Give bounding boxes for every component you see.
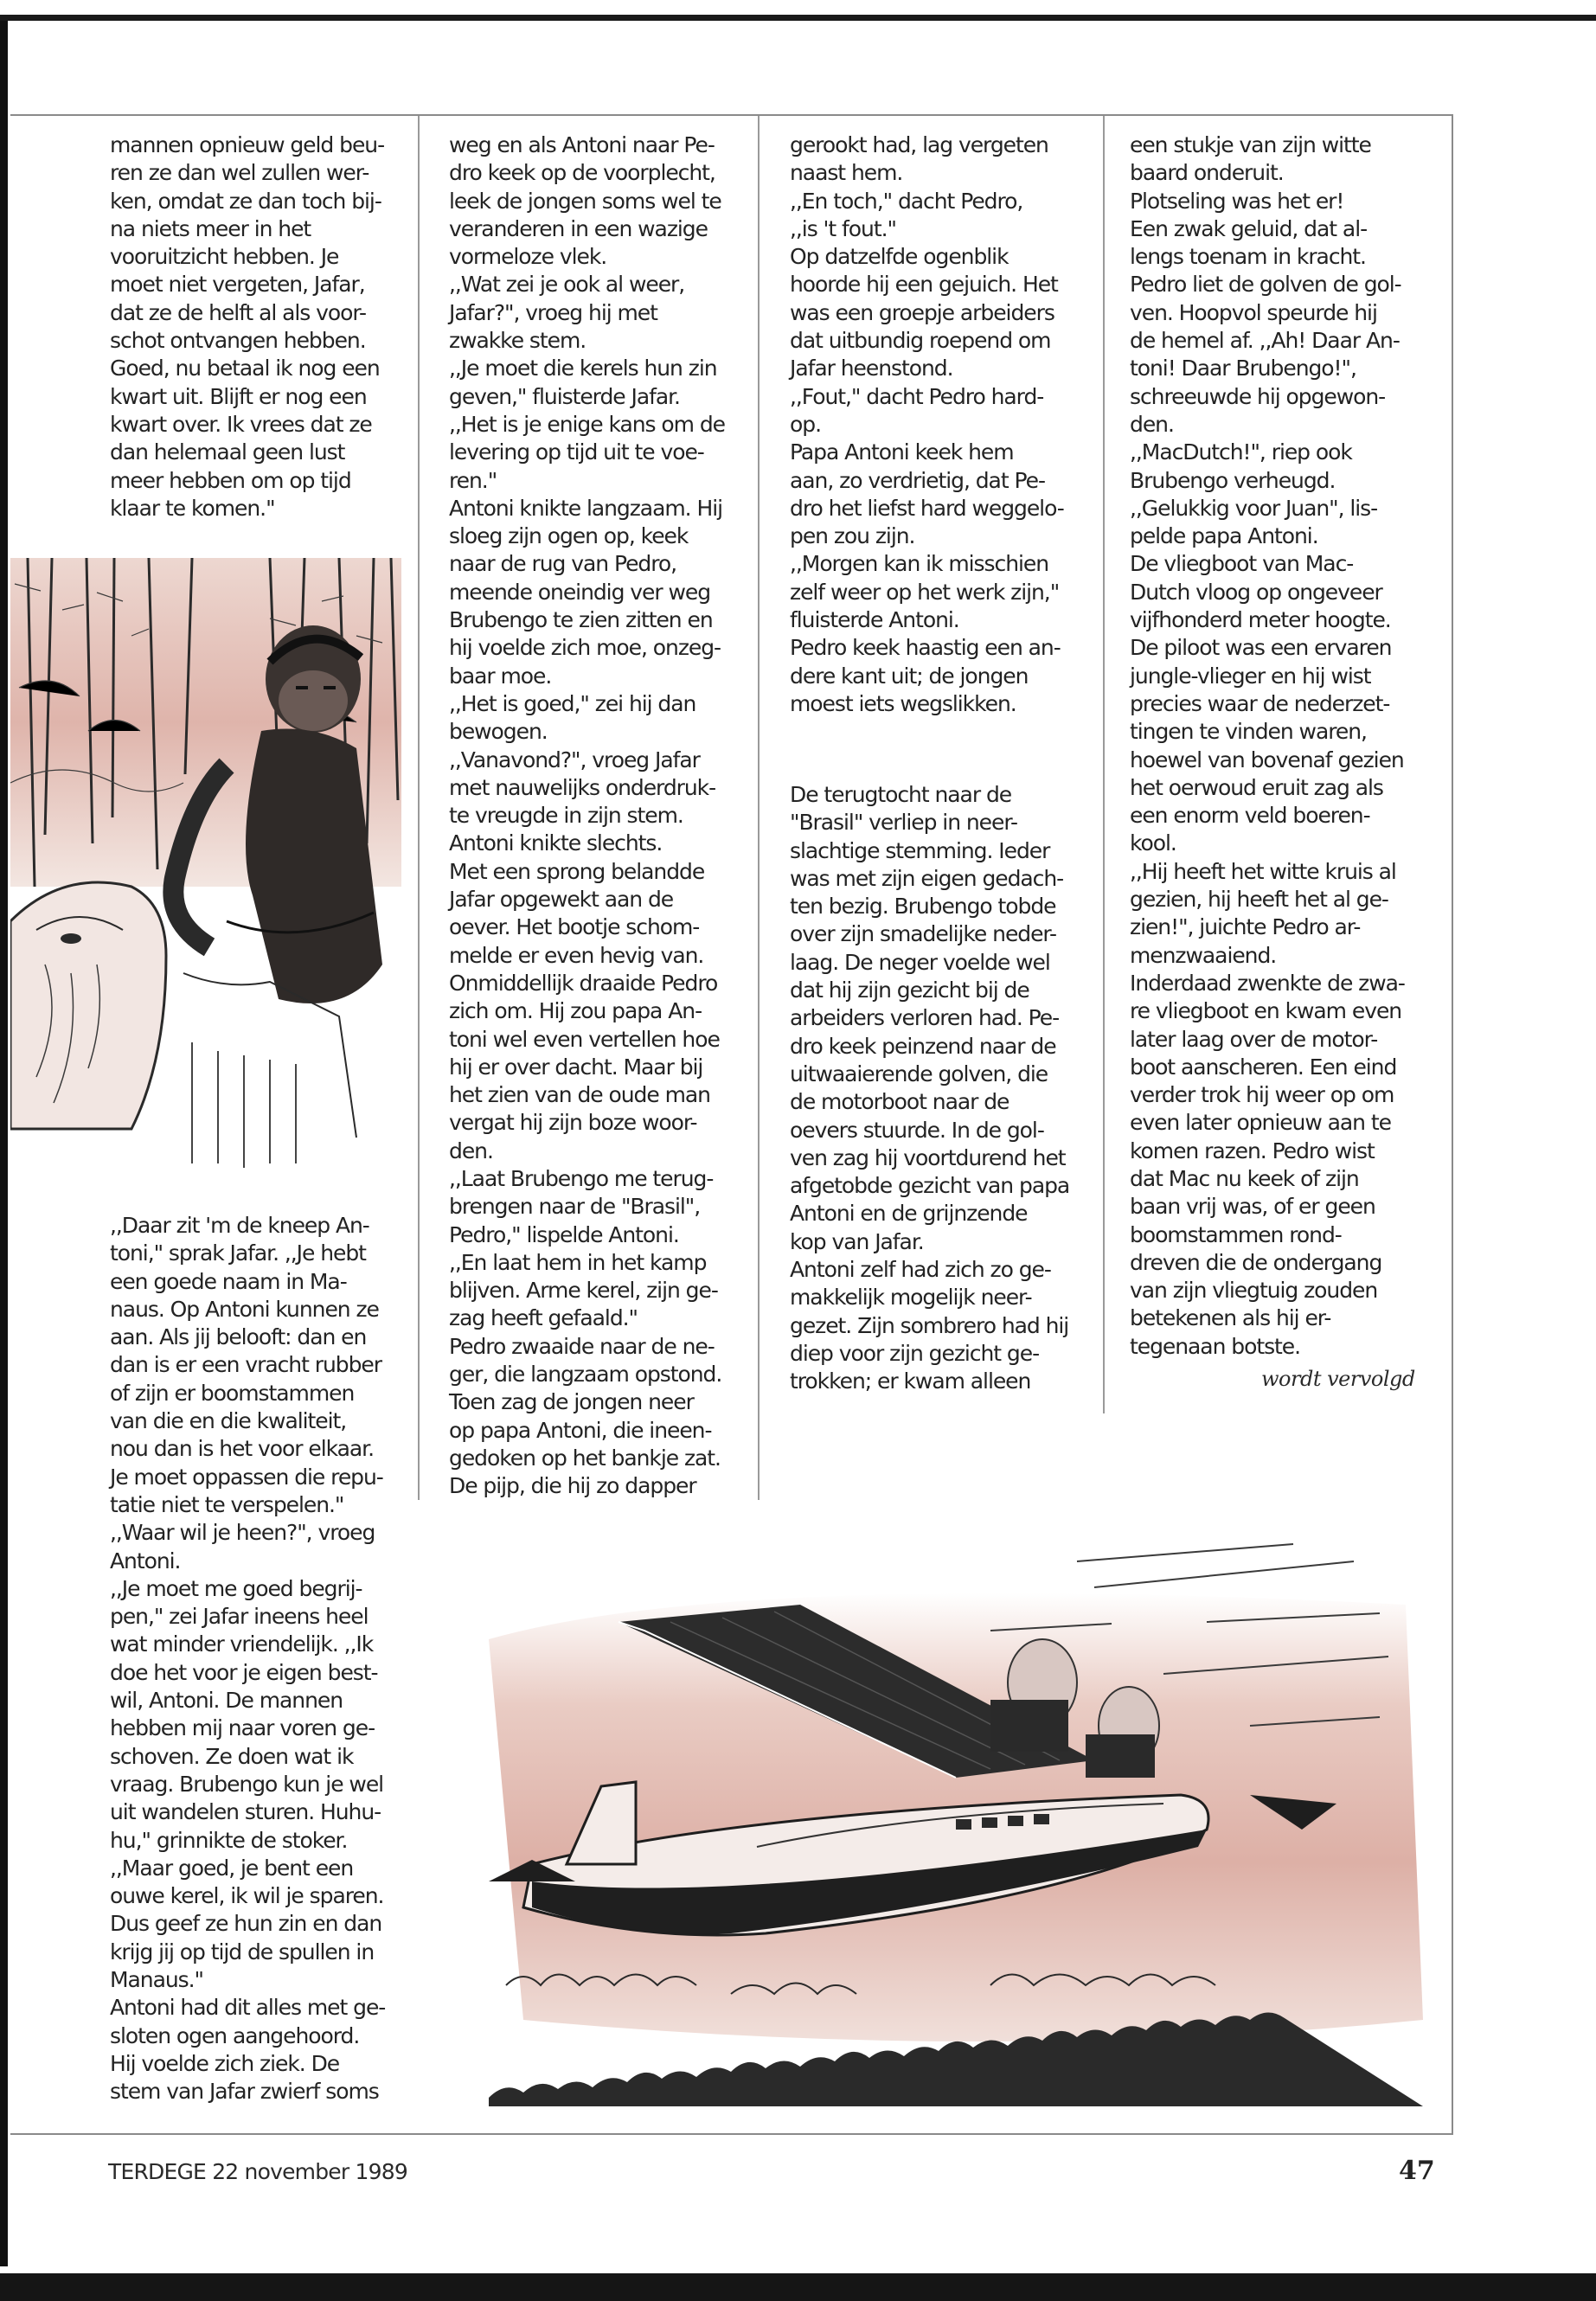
continued-note: wordt vervolgd <box>1261 1367 1415 1391</box>
illustration-jungle-boy-old-man <box>10 558 401 1176</box>
page-number: 47 <box>1399 2156 1435 2186</box>
article-column-1-bottom: ,,Daar zit 'm de kneep An- toni," sprak Jafar. ,,Je hebt een goede naam in Ma- naus. Op Antoni kunnen ze aan. Als jij belooft: dan en dan is er een vracht rubber of zijn er boomstammen van die en die kwaliteit, nou dan is het voor elkaar. Je moet oppassen die repu- tatie niet te verspelen." ,,Waar wil je heen?", vroeg Antoni. ,,Je moet me goed begrij- pen," zei Jafar ineens heel wat minder vriendelijk. ,,Ik doe het voor je eigen best- wil, Antoni. De mannen hebben mij naar voren ge- schoven. Ze doen wat ik vraag. Brubengo kun je wel uit wandelen sturen. Huhu- hu," grinnikte de stoker. ,,Maar goed, je bent een ouwe kerel, ik wil je sparen. Dus geef ze hun zin en dan krijg jij op tijd de spullen in Manaus." Antoni had dit alles met ge- sloten ogen aangehoord. Hij voelde zich ziek. De stem van Jafar zwierf soms <box>110 1213 386 2105</box>
column-rule-2 <box>758 116 760 1500</box>
column-rule-1 <box>418 116 420 1500</box>
scan-edge-top <box>0 15 1596 21</box>
illustration-flying-boat <box>471 1501 1440 2132</box>
frame-right-rule <box>1452 114 1453 2134</box>
scan-margin-bottom <box>0 2266 1596 2273</box>
frame-bottom-rule <box>10 2133 1453 2135</box>
article-column-3-bottom: De terugtocht naar de "Brasil" verliep in neer- slachtige stemming. Ieder was met zijn eigen gedach- ten bezig. Brubengo tobde over zijn smadelijke neder- laag. De neger voelde wel dat hij zijn gezicht bij de arbeiders verloren had. Pe- dro keek peinzend naar de uitwaaierende golven, die de motorboot naar de oevers stuurde. In de gol- ven zag hij voortdurend het afgetobde gezicht van papa Antoni en de grijnzende kop van Jafar. Antoni zelf had zich zo ge- makkelijk mogelijk neer- gezet. Zijn sombrero had hij diep voor zijn gezicht ge- trokken; er kwam alleen <box>790 782 1070 1394</box>
magazine-footer: TERDEGE 22 november 1989 <box>108 2159 407 2184</box>
article-column-4: een stukje van zijn witte baard onderuit. Plotseling was het er! Een zwak geluid, dat al- lengs toenam in kracht. Pedro liet de golven de gol- ven. Hoopvol speurde hij de hemel af. ,,Ah! Daar An- toni! Daar Brubengo!", schreeuwde hij opgewon- den. ,,MacDutch!", riep ook Brubengo verheugd. ,,Gelukkig voor Juan", lis- pelde papa Antoni. De vliegboot van Mac- Dutch vloog op ongeveer vijfhonderd meter hoogte. De piloot was een ervaren jungle-vlieger en hij wist precies waar de nederzet- tingen te vinden waren, hoewel van bovenaf gezien het oerwoud eruit zag als een enorm veld boeren- kool. ,,Hij heeft het witte kruis al gezien, hij heeft het al ge- zien!", juichte Pedro ar- menzwaaiend. Inderdaad zwenkte de zwa- re vliegboot en kwam even later laag over de motor- boot aanscheren. Een eind verder trok hij weer op om even later opnieuw aan te komen razen. Pedro wist dat Mac nu keek of zijn baan vrij was, of er geen boomstammen rond- dreven die de ondergang van zijn vliegtuig zouden betekenen als hij er- tegenaan botste. <box>1130 132 1405 1359</box>
scan-edge-left <box>0 21 8 2301</box>
article-column-1-top: mannen opnieuw geld beu- ren ze dan wel zullen wer- ken, omdat ze dan toch bij- na niets meer in het vooruitzicht hebben. Je moet niet vergeten, Jafar, dat ze de helft al als voor- schot ontvangen hebben. Goed, nu betaal ik nog een kwart uit. Blijft er nog een kwart over. Ik vrees dat ze dan helemaal geen lust meer hebben om op tijd klaar te komen." <box>110 132 385 521</box>
article-column-3-top: gerookt had, lag vergeten naast hem. ,,En toch," dacht Pedro, ,,is 't fout." Op datzelfde ogenblik hoorde hij een gejuich. Het was een groepje arbeiders dat uitbundig roepend om Jafar heenstond. ,,Fout," dacht Pedro hard- op. Papa Antoni keek hem aan, zo verdrietig, dat Pe- dro het liefst hard weggelo- pen zou zijn. ,,Morgen kan ik misschien zelf weer op het werk zijn," fluisterde Antoni. Pedro keek haastig een an- dere kant uit; de jongen moest iets wegslikken. <box>790 132 1064 716</box>
scan-margin-top <box>0 0 1596 26</box>
column-rule-3 <box>1103 116 1105 1413</box>
scan-edge-bottom <box>0 2273 1596 2301</box>
article-column-2: weg en als Antoni naar Pe- dro keek op de voorplecht, leek de jongen soms wel te veranderen in een wazige vormeloze vlek. ,,Wat zei je ook al weer, Jafar?", vroeg hij met zwakke stem. ,,Je moet die kerels hun zin geven," fluisterde Jafar. ,,Het is je enige kans om de levering op tijd uit te voe- ren." Antoni knikte langzaam. Hij sloeg zijn ogen op, keek naar de rug van Pedro, meende oneindig ver weg Brubengo te zien zitten en hij voelde zich moe, onzeg- baar moe. ,,Het is goed," zei hij dan bewogen. ,,Vanavond?", vroeg Jafar met nauwelijks onderdruk- te vreugde in zijn stem. Antoni knikte slechts. Met een sprong belandde Jafar opgewekt aan de oever. Het bootje schom- melde er even hevig van. Onmiddellijk draaide Pedro zich om. Hij zou papa An- toni wel even vertellen hoe hij er over dacht. Maar bij het zien van de oude man vergat hij zijn boze woor- den. ,,Laat Brubengo me terug- brengen naar de "Brasil", Pedro," lispelde Antoni. ,,En laat hem in het kamp blijven. Arme kerel, zijn ge- zag heeft gefaald." Pedro zwaaide naar de ne- ger, die langzaam opstond. Toen zag de jongen neer op papa Antoni, die ineen- gedoken op het bankje zat. De pijp, die hij zo dapper <box>449 132 726 1499</box>
frame-top-rule <box>10 114 1452 116</box>
